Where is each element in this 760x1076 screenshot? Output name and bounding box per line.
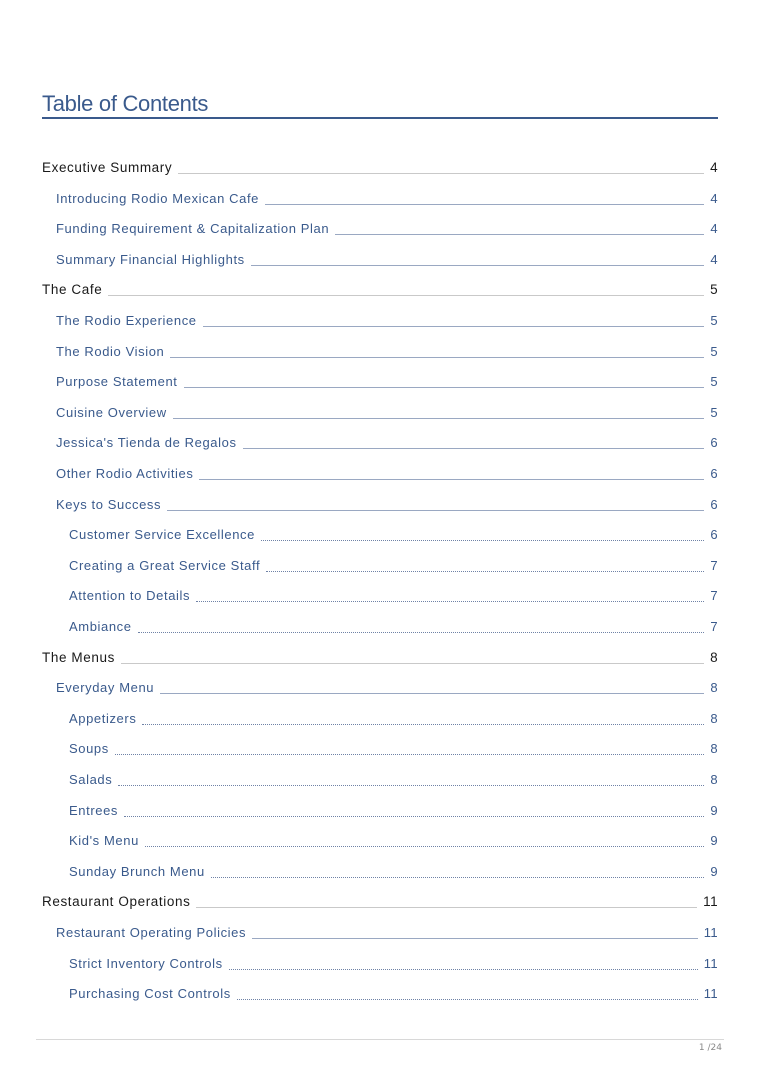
toc-entry-level-1[interactable] <box>42 158 718 176</box>
toc-entry-page-number: 9 <box>710 803 718 818</box>
toc-leader-line <box>261 540 704 541</box>
toc-leader-line <box>229 969 698 970</box>
toc-entry-label: Everyday Menu <box>56 680 155 695</box>
toc-entry-level-3[interactable] <box>69 801 718 819</box>
toc-entry-page-number: 7 <box>710 558 718 573</box>
toc-entry-page-number: 6 <box>710 466 718 481</box>
toc-entry-label: Soups <box>69 741 109 756</box>
toc-entry-label: Ambiance <box>69 619 132 634</box>
toc-entry-page-number: 4 <box>710 160 718 175</box>
toc-leader-line <box>237 999 698 1000</box>
toc-entry-level-2[interactable] <box>56 311 718 329</box>
page-counter: 1 /24 <box>698 1043 722 1053</box>
toc-entry-page-number: 4 <box>710 252 718 267</box>
toc-entry-label: Strict Inventory Controls <box>69 956 223 971</box>
toc-entry-label: Creating a Great Service Staff <box>69 558 261 573</box>
toc-leader-line <box>196 601 704 602</box>
toc-entry-page-number: 9 <box>710 833 718 848</box>
toc-leader-line <box>138 632 705 633</box>
toc-entry-level-3[interactable] <box>69 709 718 727</box>
toc-entry-level-2[interactable] <box>56 403 718 421</box>
toc-entry-level-3[interactable] <box>69 739 718 757</box>
toc-leader-line <box>121 663 704 664</box>
toc-entry-label: Restaurant Operating Policies <box>56 925 247 940</box>
toc-entry-page-number: 6 <box>710 527 718 542</box>
toc-entry-level-2[interactable] <box>56 189 718 207</box>
toc-leader-line <box>170 357 704 358</box>
toc-leader-line <box>124 816 704 817</box>
toc-entry-label: Salads <box>69 772 113 787</box>
toc-entry-label: Purpose Statement <box>56 374 178 389</box>
toc-entry-page-number: 5 <box>710 374 718 389</box>
toc-entry-level-2[interactable] <box>56 372 718 390</box>
toc-entry-page-number: 4 <box>710 221 718 236</box>
toc-leader-line <box>115 754 704 755</box>
toc-leader-line <box>142 724 704 725</box>
toc-entry-level-3[interactable] <box>69 586 718 604</box>
toc-leader-line <box>203 326 705 327</box>
toc-entry-page-number: 8 <box>710 741 718 756</box>
toc-entry-level-2[interactable] <box>56 219 718 237</box>
toc-entry-label: Other Rodio Activities <box>56 466 194 481</box>
toc-leader-line <box>252 938 698 939</box>
toc-entry-label: Attention to Details <box>69 588 191 603</box>
toc-leader-line <box>265 204 704 205</box>
toc-entry-label: Purchasing Cost Controls <box>69 986 231 1001</box>
toc-entry-level-2[interactable] <box>56 433 718 451</box>
toc-entry-label: Jessica's Tienda de Regalos <box>56 435 237 450</box>
toc-leader-line <box>145 846 704 847</box>
toc-leader-line <box>108 295 704 296</box>
toc-leader-line <box>196 907 697 908</box>
toc-leader-line <box>178 173 704 174</box>
toc-leader-line <box>211 877 705 878</box>
toc-leader-line <box>266 571 704 572</box>
toc-entry-page-number: 11 <box>703 986 718 1001</box>
toc-entry-page-number: 7 <box>710 619 718 634</box>
toc-entry-page-number: 6 <box>710 435 718 450</box>
toc-entry-label: Sunday Brunch Menu <box>69 864 205 879</box>
toc-entry-level-2[interactable] <box>56 250 718 268</box>
toc-entry-level-2[interactable] <box>56 495 718 513</box>
toc-entry-level-3[interactable] <box>69 770 718 788</box>
toc-entry-level-3[interactable] <box>69 954 718 972</box>
toc-entry-label: Introducing Rodio Mexican Cafe <box>56 191 259 206</box>
toc-entry-label: Customer Service Excellence <box>69 527 255 542</box>
toc-leader-line <box>243 448 705 449</box>
toc-entry-page-number: 4 <box>710 191 718 206</box>
toc-entry-level-3[interactable] <box>69 556 718 574</box>
toc-entry-level-1[interactable] <box>42 280 718 298</box>
toc-leader-line <box>167 510 704 511</box>
toc-entry-page-number: 7 <box>710 588 718 603</box>
toc-entry-level-3[interactable] <box>69 617 718 635</box>
toc-entry-level-2[interactable] <box>56 342 718 360</box>
toc-entry-level-1[interactable] <box>42 892 718 910</box>
toc-entry-page-number: 8 <box>710 772 718 787</box>
toc-leader-line <box>251 265 705 266</box>
toc-entry-label: Restaurant Operations <box>42 894 191 909</box>
toc-entry-label: Kid's Menu <box>69 833 139 848</box>
toc-leader-line <box>173 418 705 419</box>
toc-entry-label: Entrees <box>69 803 119 818</box>
toc-entry-level-3[interactable] <box>69 525 718 543</box>
toc-entry-label: Summary Financial Highlights <box>56 252 245 267</box>
toc-entry-page-number: 8 <box>710 680 718 695</box>
toc-leader-line <box>184 387 705 388</box>
toc-leader-line <box>199 479 704 480</box>
toc-entry-label: The Cafe <box>42 282 103 297</box>
toc-entry-label: The Menus <box>42 650 115 665</box>
toc-entry-page-number: 9 <box>710 864 718 879</box>
toc-entry-level-2[interactable] <box>56 464 718 482</box>
toc-entry-page-number: 5 <box>710 282 718 297</box>
toc-entry-level-3[interactable] <box>69 984 718 1002</box>
toc-entry-page-number: 6 <box>710 497 718 512</box>
footer-divider <box>36 1039 724 1040</box>
toc-entry-level-2[interactable] <box>56 678 718 696</box>
toc-entry-label: Funding Requirement & Capitalization Plan <box>56 221 330 236</box>
toc-entry-label: Executive Summary <box>42 160 173 175</box>
toc-entry-page-number: 5 <box>710 405 718 420</box>
page-title: Table of Contents <box>42 91 209 116</box>
toc-entry-label: Keys to Success <box>56 497 162 512</box>
toc-entry-page-number: 8 <box>710 711 718 726</box>
toc-entry-page-number: 11 <box>703 956 718 971</box>
toc-entry-page-number: 11 <box>703 925 718 940</box>
toc-entry-level-2[interactable] <box>56 923 718 941</box>
toc-entry-label: Appetizers <box>69 711 137 726</box>
toc-entry-level-3[interactable] <box>69 831 718 849</box>
toc-entry-level-3[interactable] <box>69 862 718 880</box>
toc-entry-label: Cuisine Overview <box>56 405 167 420</box>
toc-leader-line <box>118 785 704 786</box>
toc-entry-level-1[interactable] <box>42 648 718 666</box>
toc-entry-label: The Rodio Vision <box>56 344 165 359</box>
toc-leader-line <box>335 234 704 235</box>
toc-leader-line <box>160 693 704 694</box>
toc-entry-label: The Rodio Experience <box>56 313 197 328</box>
toc-entry-page-number: 5 <box>710 313 718 328</box>
toc-entry-page-number: 5 <box>710 344 718 359</box>
toc-entry-page-number: 11 <box>703 894 718 909</box>
toc-entry-page-number: 8 <box>710 650 718 665</box>
